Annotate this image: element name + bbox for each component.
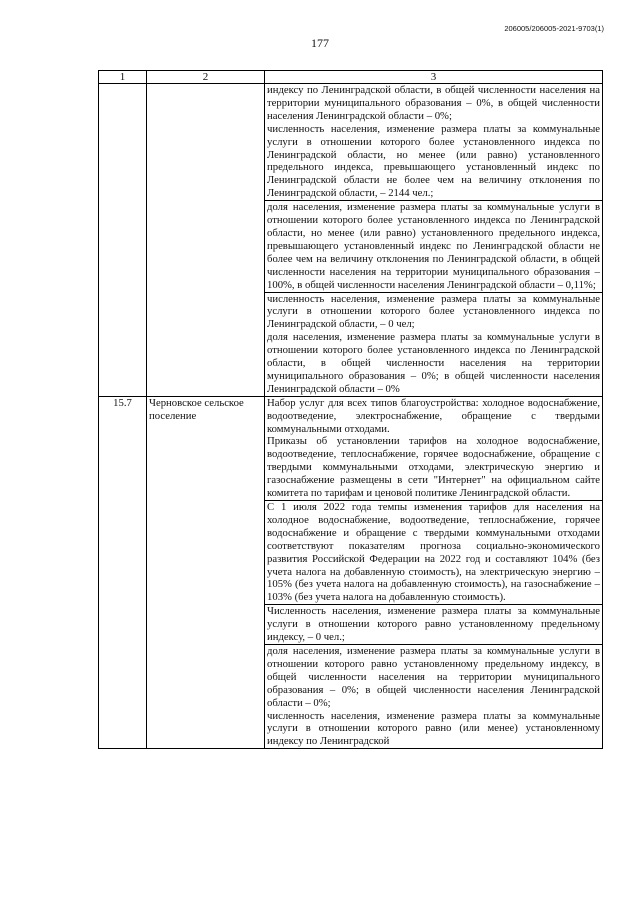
table-row [99,396,603,748]
row-number: 15.7 [99,396,147,748]
row-content [265,84,603,397]
paragraph: доля населения, изменение размера платы за коммунальные услуги в отношении которого равно установленному предельному индексу, в общей численности населения на территории муниципального образования – 0%; в общей численности населения Ленинградской области – 0%; [267,644,600,709]
paragraph: индексу по Ленинградской области, в общей численности населения на территории муниципального образования – 0%, в общей численности населения Ленинградской области – 0%; [267,84,600,122]
paragraph: численность населения, изменение размера платы за коммунальные услуги в отношении которого более установленного индекса по Ленинградской области, – 0 чел; [267,292,600,331]
settlement-name: Черновское сельское поселение [147,396,265,748]
document-code: 206005/206005-2021-9703(1) [504,24,604,33]
paragraph: доля населения, изменение размера платы за коммунальные услуги в отношении которого более установленного индекса по Ленинградской области, в общей численности населения на территории муниципального образования – 0%; в общей численности населения Ленинградской области – 0% [267,331,600,395]
table-header-row [99,71,603,84]
row-content [265,396,603,748]
paragraph: Численность населения, изменение размера платы за коммунальные услуги в отношении которого равно установленному предельному индексу, – 0 чел.; [267,605,600,644]
paragraph: С 1 июля 2022 года темпы изменения тарифов для населения на холодное водоснабжение, водоотведение, теплоснабжение, горячее водоснабжение и обращение с твердыми коммунальными отходами соответствуют показателям прогноза социально-экономического развития Российской Федерации на 2022 год и составляют 104% (без учета налога на добавленную стоимость), на электрическую энергию – 105% (без учета налога на добавленную стоимость), на газоснабжение – 103% (без учета налога на добавленную стоимость). [267,501,600,604]
paragraph: численность населения, изменение размера платы за коммунальные услуги в отношении которого равно (или менее) установленному индексу по Ленинградской [267,709,600,748]
indicators-table [98,70,603,749]
paragraph: Набор услуг для всех типов благоустройства: холодное водоснабжение, водоотведение, электроснабжение, обращение с твердыми коммунальными отходами. [267,396,600,435]
column-header-3: 3 [265,71,603,84]
paragraph: численность населения, изменение размера платы за коммунальные услуги в отношении которого более установленного индекса по Ленинградской области, но менее (или равно) установленного предельного индекса, превышающего установленный индекс по Ленинградской области не более чем на величину отклонения по Ленинградской области, – 2144 чел.; [267,122,600,200]
column-header-2: 2 [147,71,265,84]
paragraph: Приказы об установлении тарифов на холодное водоснабжение, водоотведение, теплоснабжение, горячее водоснабжение, обращение с твердыми коммунальными отходами, электрическую энергию и газоснабжение размещены в сети "Интернет" на официальном сайте комитета по тарифам и ценовой политике Ленинградской области. [267,435,600,500]
column-header-1: 1 [99,71,147,84]
paragraph: доля населения, изменение размера платы за коммунальные услуги в отношении которого более установленного индекса по Ленинградской области, но менее (или равно) установленного предельного индекса, превышающего установленный индекс по Ленинградской области не более чем на величину отклонения по Ленинградской области, в общей численности населения на территории муниципального образования – 100%, в общей численности населения Ленинградской области – 0,11%; [267,201,600,291]
table-row [99,84,603,397]
settlement-name [147,84,265,397]
row-number [99,84,147,397]
page-number: 177 [311,36,329,50]
